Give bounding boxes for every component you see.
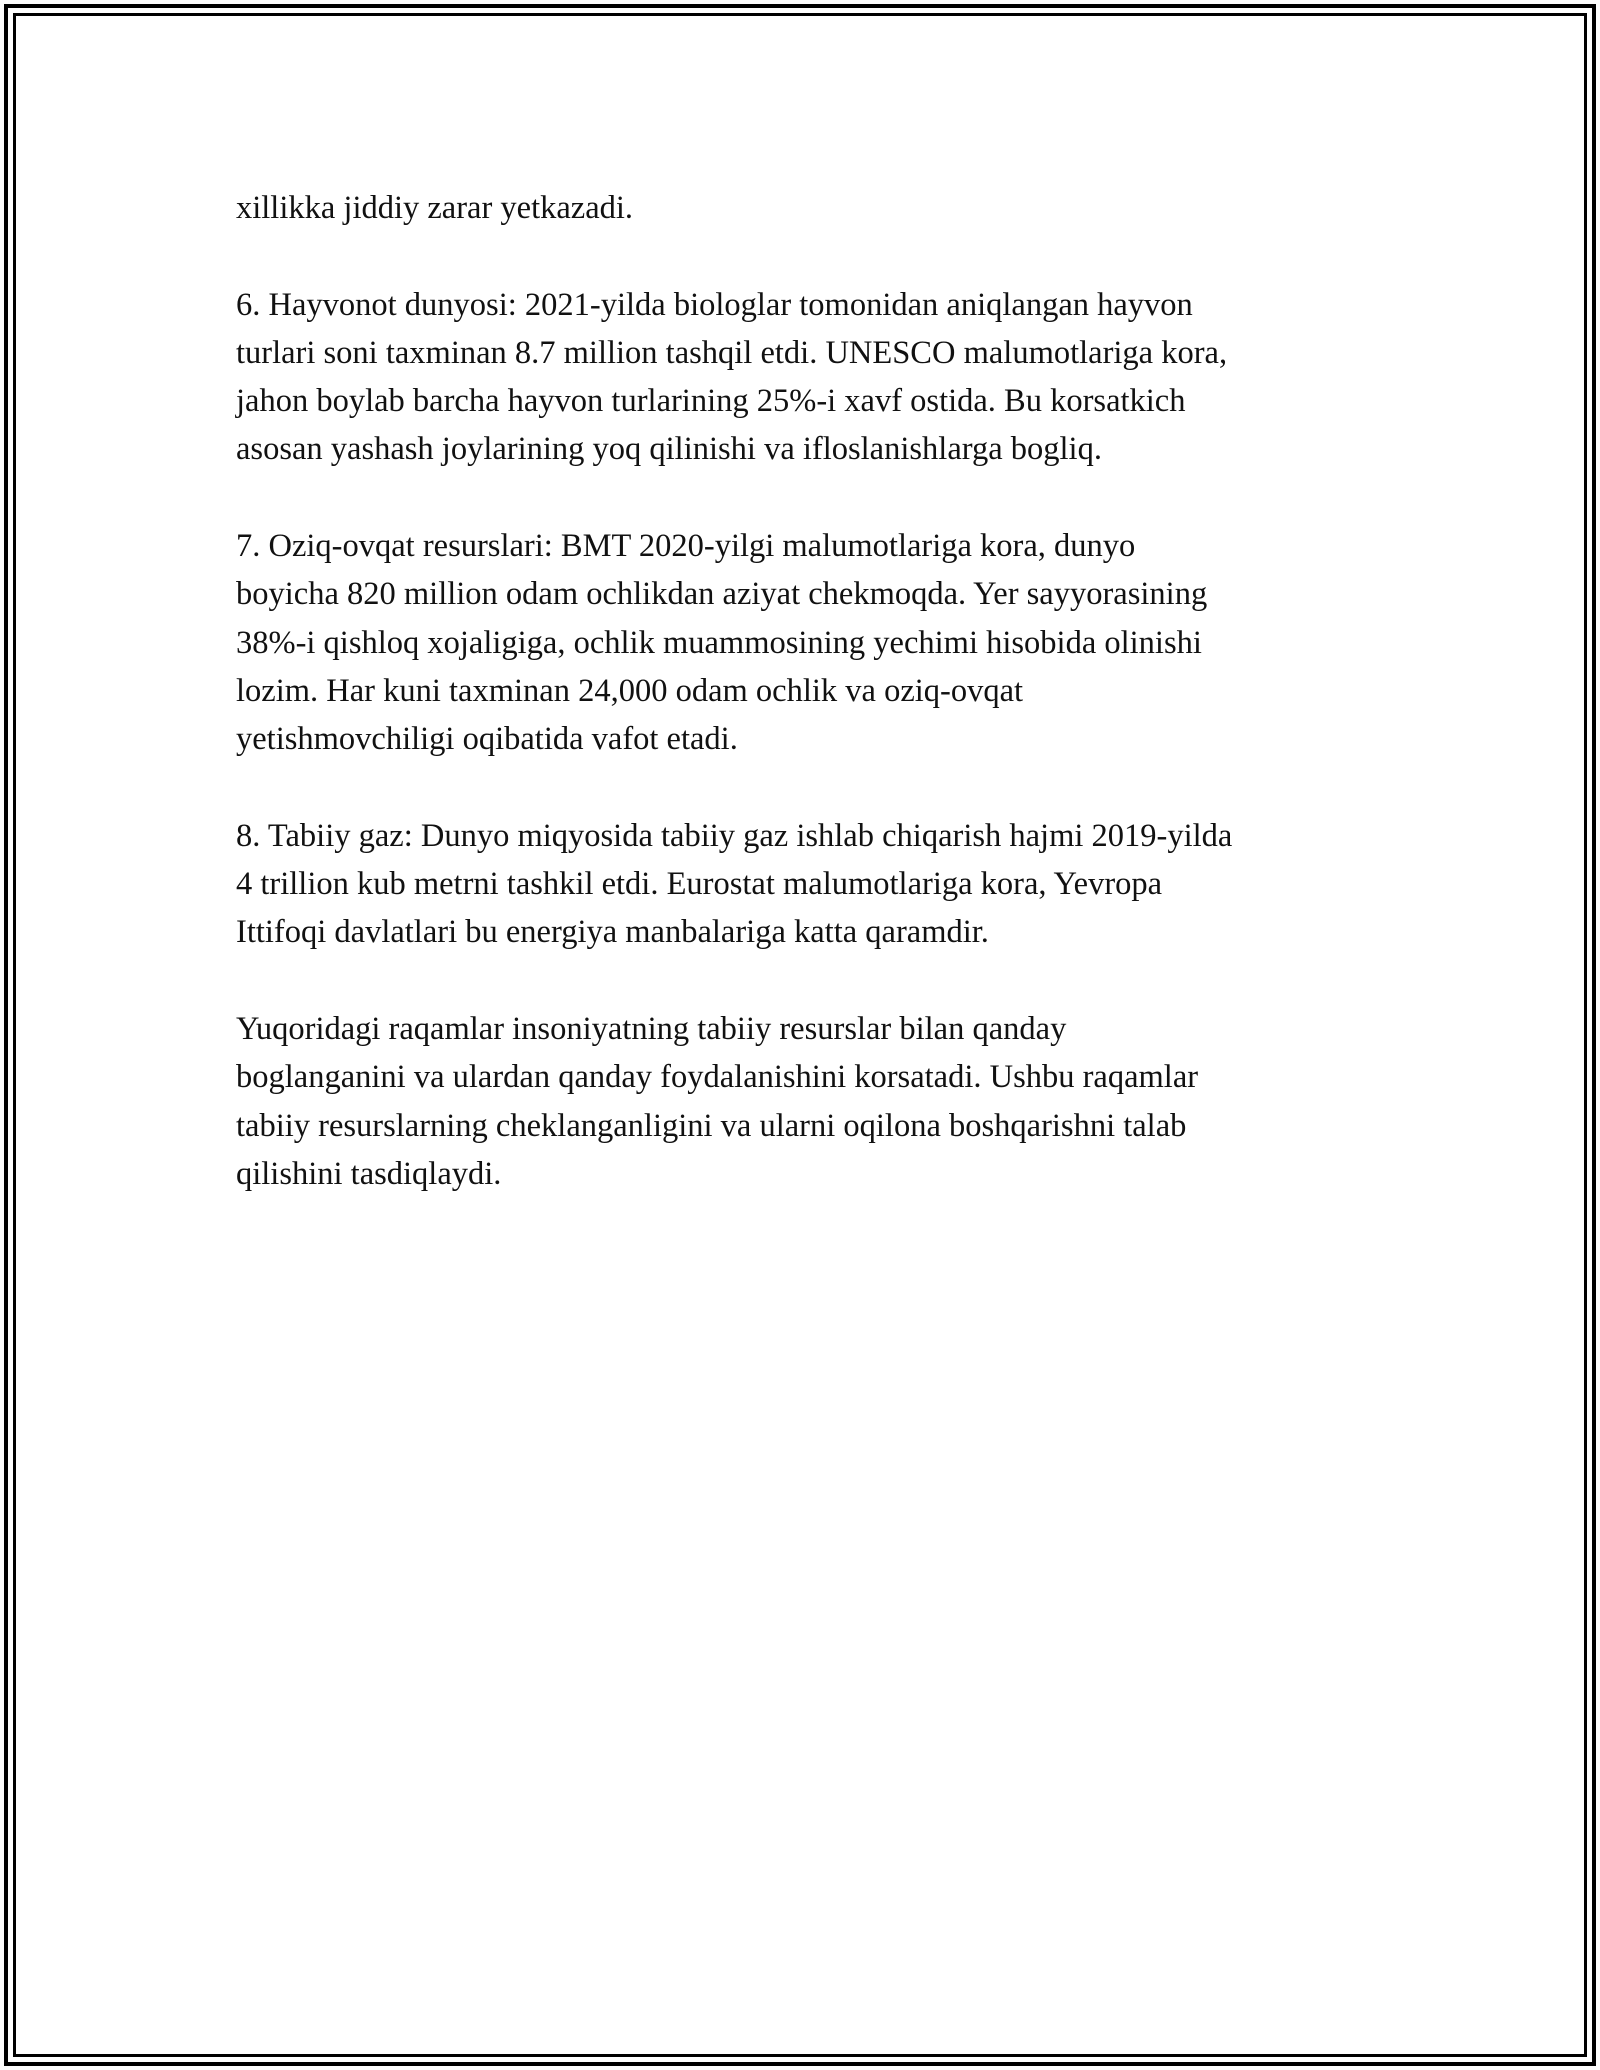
paragraph-conclusion: Yuqoridagi raqamlar insoniyatning tabiiy resurslar bilan qanday boglanganini va ulardan qanday foydalanishini korsatadi. Ushbu raqamlar tabiiy resurslarning cheklanganligini va ularni oqilona boshqarishni talab qilishini tasdiqlaydi. [236, 1011, 1199, 1192]
paragraph-tabiiy-gaz: 8. Tabiiy gaz: Dunyo miqyosida tabiiy gaz ishlab chiqarish hajmi 2019-yilda 4 trillion kub metrni tashkil etdi. Eurostat malumotlariga kora, Yevropa Ittifoqi davlatlari bu energiya manbalariga katta qaramdir. [236, 817, 1233, 951]
paragraph-hayvonot-dunyosi: 6. Hayvonot dunyosi: 2021-yilda biologlar tomonidan aniqlangan hayvon turlari soni taxminan 8.7 million tashqil etdi. UNESCO malumotlariga kora, jahon boylab barcha hayvon turlarining 25%-i xavf ostida. Bu korsatkich asosan yashash joylarining yoq qilinishi va ifloslanishlarga bogliq. [236, 286, 1228, 468]
paragraph-continuation: xillikka jiddiy zarar yetkazadi. [236, 190, 634, 226]
document-body [236, 184, 1386, 1247]
paragraph-oziq-ovqat-resurslari: 7. Oziq-ovqat resurslari: BMT 2020-yilgi malumotlariga kora, dunyo boyicha 820 million odam ochlikdan aziyat chekmoqda. Yer sayyorasining 38%-i qishloq xojaligiga, ochlik muammosining yechimi hisobida olinishi lozim. Har kuni taxminan 24,000 odam ochlik va oziq-ovqat yetishmovchiligi oqibatida vafot etadi. [236, 528, 1208, 758]
